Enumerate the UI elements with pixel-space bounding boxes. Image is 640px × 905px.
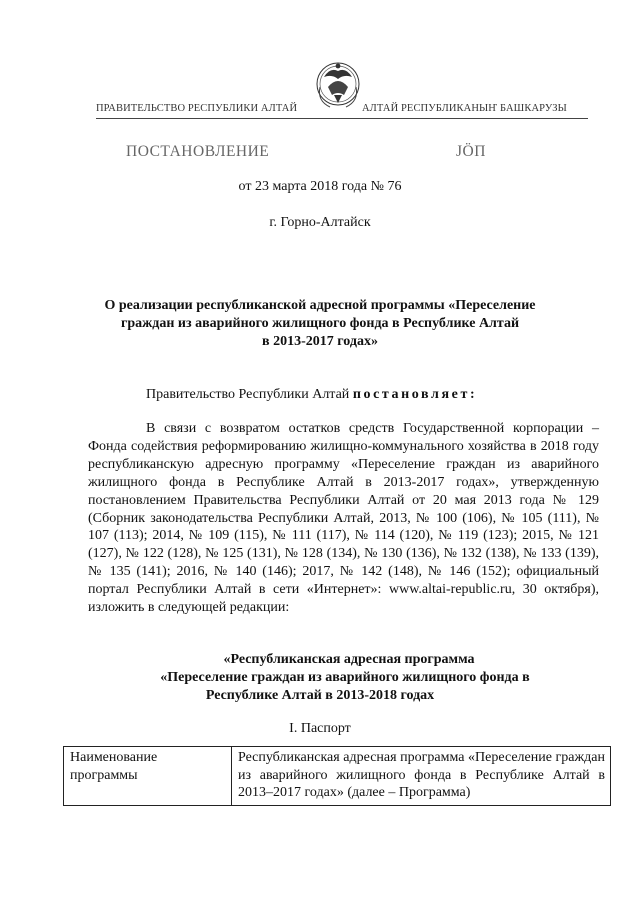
doc-type-alt: JӦП bbox=[456, 143, 486, 160]
table-row bbox=[64, 747, 611, 806]
program-title-line: «Республиканская адресная программа bbox=[223, 652, 475, 667]
document-title bbox=[0, 297, 640, 351]
doc-type-ru: ПОСТАНОВЛЕНИЕ bbox=[126, 143, 270, 160]
title-line: в 2013-2017 годах» bbox=[262, 334, 378, 349]
document-date: от 23 марта 2018 года № 76 bbox=[238, 179, 402, 194]
decree-keyword: постановляет: bbox=[352, 387, 478, 402]
passport-table bbox=[63, 746, 611, 806]
decree-line bbox=[146, 387, 477, 403]
program-title-line: «Переселение граждан из аварийного жилищного фонда в bbox=[160, 670, 530, 685]
altai-republic-coat-of-arms-icon bbox=[314, 57, 362, 115]
title-line: граждан из аварийного жилищного фонда в Республике Алтай bbox=[120, 316, 520, 331]
document-city: г. Горно-Алтайск bbox=[269, 215, 371, 230]
passport-field-value: Республиканская адресная программа «Переселение граждан из аварийного жилищного фонда в Республике Алтай в 2013–2017 годах» (далее – Программа) bbox=[232, 747, 611, 806]
title-line: О реализации республиканской адресной программы «Переселение bbox=[104, 298, 536, 313]
section-heading: I. Паспорт bbox=[289, 721, 351, 736]
passport-field-name: Наименование программы bbox=[64, 747, 232, 806]
program-title-line: Республике Алтай в 2013-2018 годах bbox=[205, 688, 435, 703]
program-title bbox=[0, 651, 640, 705]
government-name-alt: АЛТАЙ РЕСПУБЛИКАНЫҤ БАШКАРУЗЫ bbox=[362, 103, 567, 114]
government-name-ru: ПРАВИТЕЛЬСТВО РЕСПУБЛИКИ АЛТАЙ bbox=[96, 103, 298, 114]
body-paragraph: В связи с возвратом остатков средств Государственной корпорации – Фонда содействия реформированию жилищно-коммунального хозяйства в 2018 году республиканскую адресную программу «Переселение граждан из аварийного жилищного фонда в Республике Алтай в 2013-2017 годах», утвержденную постановлением Правительства Республики Алтай от 20 мая 2013 года № 129 (Сборник законодательства Республики Алтай, 2013, № 100 (106), № 105 (111), № 107 (113); 2014, № 109 (115), № 111 (117), № 114 (120), № 119 (123); 2015, № 121 (127), № 122 (128), № 125 (131), № 128 (134), № 130 (136), № 132 (138), № 133 (139), № 135 (141); 2016, № 140 (146); 2017, № 142 (148), № 146 (152); официальный портал Республики Алтай в сети «Интернет»: www.altai-republic.ru, 30 октября), изложить в следующей редакции: bbox=[88, 421, 599, 616]
header-divider bbox=[96, 118, 588, 119]
decree-lead: Правительство Республики Алтай bbox=[146, 387, 350, 402]
